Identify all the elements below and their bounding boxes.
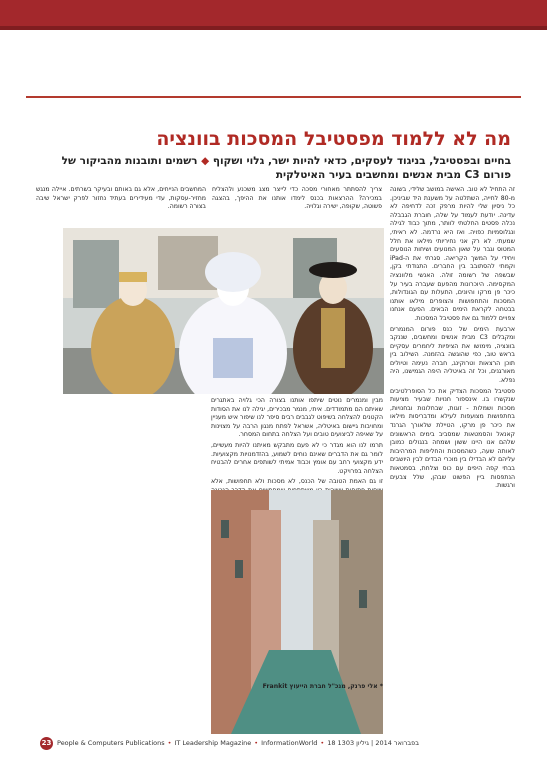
diamond-bullet-icon: ◆: [201, 155, 210, 167]
footer-brand: InformationWorld: [261, 739, 318, 747]
article-subhead: [41, 154, 511, 182]
article-column-left-top: [36, 186, 206, 226]
paragraph: צריך להסתתר מאחורי מסכה כדי לייצר מצג משכנע ולהצליח במכירה? ההרצאות בכנס לימדו אותנו את ההיפך, בהצגה פשוטה, שקופה, ישירה וגלויה.: [212, 186, 382, 211]
article-top-rule: [26, 96, 521, 98]
paragraph: תרמו לנו הוא מגדר כי לא פעם מתבקש מאיתנו להיות מעשיים, לומר גם את הדברים שאינם נוחים לשמוע, בהזדמנויות מקצועיות. ידע מקצועי רחב עם אומץ וכבוד אמיתי לשותפים אחרים להבטיח הצלחה בפרויקט.: [211, 441, 383, 475]
page-number: 23: [40, 737, 53, 750]
footer-publication: People & Computers Publications: [57, 739, 165, 747]
top-band: [0, 0, 547, 26]
venice-canal-photo: [211, 490, 383, 734]
paragraph: זו גם האמת הטובה של הכנס, לא מסכות ולא תחפושות, אלא: [211, 478, 383, 486]
paragraph: זה התחיל לא טוב. האישה במושב שלידי, בשונה מ-80 לחייה, השתלטה על משענת היד שביניכן. כל ניסיון שלי להיות מרפק זכה לדחיפה לא עדינה. יודעת לעמוד על שלה, חוברת הגבבלה נכלה פסטים החלטתי לוותר, מתוך כבוד לגילה ונגלוסמיות כפויה. ואז היא נרדמה. לא ראיתי, שמעתי. לא רק אני נחיריותי מילאו את חלל המטוס וגבר על שאון המנועים ושיחות הנוסעים ויחידי על המשך הקריאה. סגרתי את ה-iPad וקמתי להסתובב בין החברים. התגודתי בקן, שבשפה של רשומה זולה. האנשי מלוונציה המקסימה. היוכרונות מהפעם שעברה בעיר על כיכר פן מרקו והיונים, התעלות עם הגונדולות, המסכות והתחפושות והצופרים מילאו אותנו בבטחה לקראת הימים הבאים. הפעם אנחנו צפויים ללמוד גם את פסטיבל המסכות.: [390, 186, 515, 322]
paragraph: מבין ומנמרים נוטים שיתפו אותנו בצורה הכי גלויה באתגרים שאיתם הם מתמודדים. איתי, מנמר מבכירים, יגילה לנו את הסודות הקטנים להצלחה בשיפוט לגבבים רבים סיפר לנו שיפור איש מעניין ומחויבות גיישום באיטליה, אשראל לפתח מנגון הרבה על מצוינות על שאיפה לביצועים טובים ועל הצלחה בתחום המסחר.: [211, 397, 383, 439]
article-headline: מה לא ללמוד מפסטיבל המסכות בוונציה: [156, 128, 511, 150]
canal-photo-illustration: [211, 490, 383, 734]
top-band-shade: [0, 26, 547, 30]
subhead-line1-rest: רשמים ותובנות מהביקור של: [61, 155, 198, 167]
carnival-photo-illustration: [63, 228, 384, 394]
paragraph: פסטיבל המסכות הצדיק את כל הסופרלטיבים שנקשרו בו. אינספור חנויות שבעיר מציעות מסכות ושמלות - זוגות, שבחלונות ובחנויות, בחתפושות מצועפות לעילא ומדבריסות מילאו את כיכר פן מרקו, הטיילת שלאורך הגרנד קאנאל והסמטאות שמסביב בימים הראשונים שלהם אנו היינו ששון ושמחה בנגולים כמובן לאותה שעה, כשהמסכות והחליפות המרהיבות עליהם לא הבדילו בין מוכרי הבדים לבין היושבים בבתי קפה היפים עם כוס וצלחת, בסמטאות הנתפסות ביין הפשוט שבהן, שלל צבעים ורגשות.: [390, 387, 515, 490]
author-byline: * אלי פרנק, מנכ"ל חברת הייעוץ Frankit: [262, 683, 383, 690]
article-column-right: [390, 186, 515, 738]
footer-separator: •: [320, 739, 325, 747]
page-footer: [40, 735, 520, 751]
footer-separator: •: [254, 739, 259, 747]
footer-separator: •: [167, 739, 172, 747]
subhead-line1: בחיים ובפסטיבל, בניגוד לעסקים, כדאי להיות ישר, גלוי ושקוף: [212, 155, 511, 167]
paragraph: ארבעת הימים של כנס פורום המנמרים ומקבלים C3 מבית אנשים ומחשבים, שננקב בוונציה, מימושו את הציפיות ליחמרים עסקיים בראש טוב, כפי שהוגשה בהזמנה. השילוב בין תוכן הרצאות וטרוקינג, חברה נעימה וטיולים מאורגנים, וכל זה באיטליה היפה הגמישנו, היה נפלא.: [390, 325, 515, 385]
venice-carnival-costumes-photo: [63, 228, 384, 394]
subhead-line2: פורום C3 מבית אנשים ומחשבים בעיר האיטלקית: [275, 169, 511, 181]
footer-magazine: IT Leadership Magazine: [174, 739, 252, 747]
footer-issue: 18 בפברואר 2014 | גיליון 1303: [327, 739, 419, 747]
paragraph: המחשבים הנייחים, אלא גם באותם ובעיקר בשרתים. איילה מנגש מחזיר-עסקות, עדי מעידירים בעתיד נחזור לפרק ישראל שיבה בצורה רשומה.: [36, 186, 206, 211]
